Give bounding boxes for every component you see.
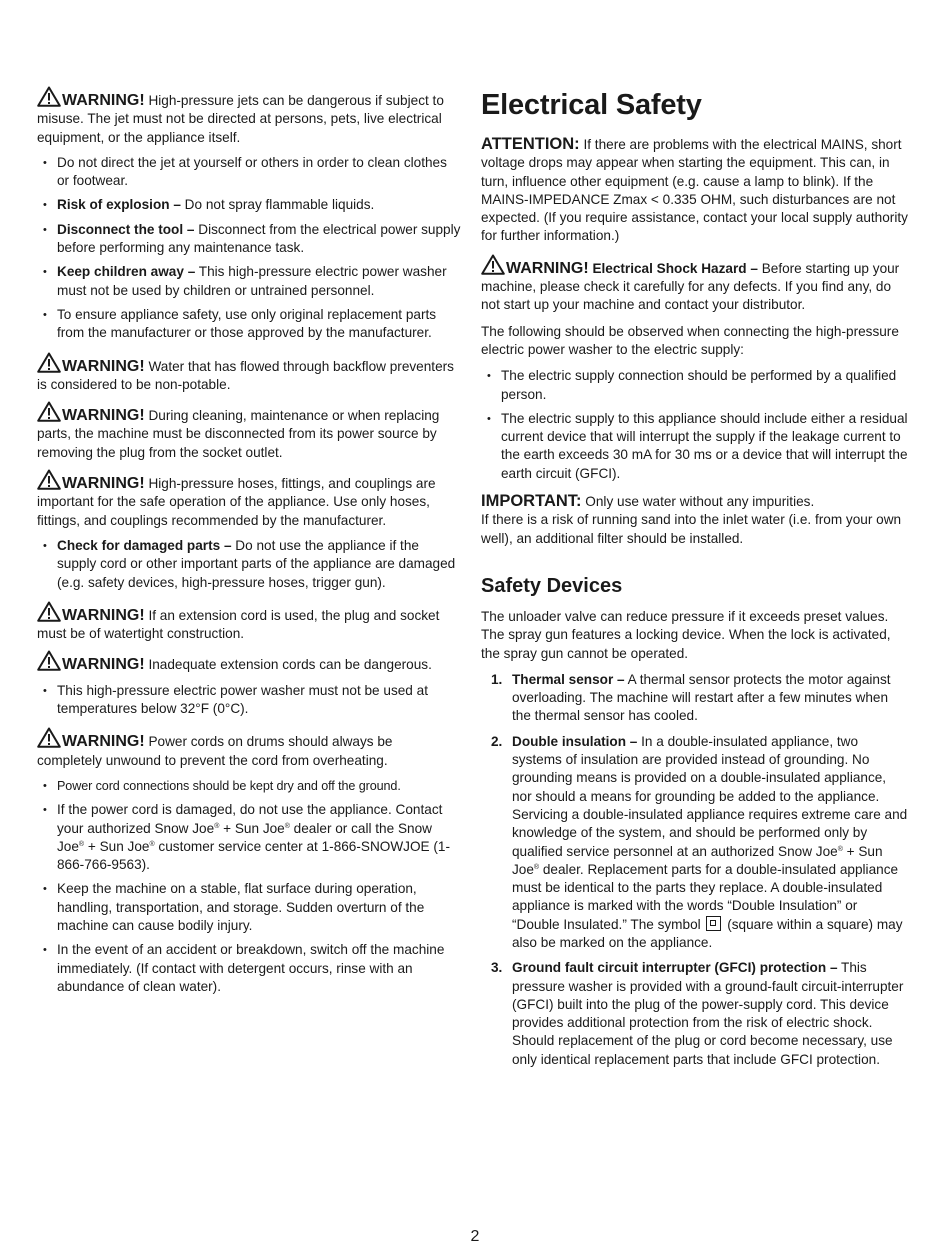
- list-item: 2. Double insulation – In a double-insulated appliance, two systems of insulation are provided instead of grounding. No grounding means is provided on a double-insulated appliance, nor should a means for grounding be added to the appliance. Servicing a double-insulated appliance requires extreme care and knowledge of the system, and should be performed only by qualified service personnel at an authorized Snow Joe® + Sun Joe® dealer. Replacement parts for a double-insulated appliance must be identical to the parts they replace. A double-insulated appliance is marked with the words “Double Insulation” or “Double Insulated.” The symbol (square within a square) may also be marked on the appliance.: [491, 733, 908, 950]
- bullet-list: [37, 537, 461, 592]
- warning-electrical-shock: WARNING! Electrical Shock Hazard – Before starting up your machine, please check it carefully for any defects. If you find any, do not start up your machine and contact your distributor.: [481, 254, 908, 315]
- important-paragraph: IMPORTANT: Only use water without any impurities. If there is a risk of running sand into the inlet water (i.e. from your own well), an additional filter should be installed.: [481, 492, 902, 546]
- warning-triangle-icon: [37, 469, 61, 490]
- bullet-list: [37, 682, 461, 719]
- double-insulation-symbol-icon: [706, 916, 721, 931]
- warning-backflow: WARNING! Water that has flowed through backflow preventers is considered to be non-potable.: [37, 352, 461, 395]
- safety-intro: The unloader valve can reduce pressure if it exceeds preset values. The spray gun features a locking device. When the lock is activated, the spray gun cannot be operated.: [481, 608, 891, 661]
- list-item: • In the event of an accident or breakdown, switch off the machine immediately. (If contact with detergent occurs, rinse with an abundance of clean water).: [37, 941, 461, 996]
- warning-triangle-icon: [37, 352, 61, 373]
- warning-triangle-icon: [481, 254, 505, 275]
- bullet-list: [37, 154, 461, 343]
- warning-triangle-icon: [37, 401, 61, 422]
- right-column: [481, 86, 908, 1076]
- list-item: • The electric supply connection should be performed by a qualified person.: [481, 367, 908, 404]
- page-number: 2: [470, 1228, 480, 1245]
- observe-paragraph: The following should be observed when connecting the high-pressure electric power washer to the electric supply:: [481, 323, 899, 357]
- list-item: • Do not direct the jet at yourself or others in order to clean clothes or footwear.: [37, 154, 461, 191]
- list-item: • To ensure appliance safety, use only original replacement parts from the manufacturer or those approved by the manufacturer.: [37, 306, 461, 343]
- list-item: 3. Ground fault circuit interrupter (GFCI) protection – This pressure washer is provided with a ground-fault circuit-interrupter (GFCI) built into the plug of the power-supply cord. This device provides additional protection from the risk of electric shock. Should replacement of the plug or cord become necessary, use only identical replacement parts that include GFCI protection.: [491, 960, 904, 1067]
- list-item: • Risk of explosion – Do not spray flammable liquids.: [37, 196, 461, 214]
- page-title: Electrical Safety: [481, 89, 702, 121]
- warning-triangle-icon: [37, 650, 61, 671]
- list-item: • Power cord connections should be kept dry and off the ground.: [37, 777, 461, 795]
- bullet-list: [37, 777, 461, 996]
- list-item: • Check for damaged parts – Do not use the appliance if the supply cord or other important parts of the appliance are damaged (e.g. safety devices, high-pressure hoses, trigger gun).: [37, 537, 461, 592]
- left-column: [37, 86, 461, 1005]
- warning-triangle-icon: [37, 86, 61, 107]
- warning-hoses: WARNING! High-pressure hoses, fittings, and couplings are important for the safe operation of the appliance. Use only hoses, fittings, and couplings recommended by the manufacturer.: [37, 469, 461, 530]
- list-item: • The electric supply to this appliance should include either a residual current device that will interrupt the supply if the leakage current to the earth exceeds 30 mA for 30 ms or a device that will interrupt the earth circuit (GFCI).: [481, 410, 908, 483]
- list-item: • This high-pressure electric power washer must not be used at temperatures below 32°F (0°C).: [37, 682, 461, 719]
- list-item: 1. Thermal sensor – A thermal sensor protects the motor against overloading. The machine will restart after a few minutes when the thermal sensor has cooled.: [491, 671, 891, 724]
- attention-paragraph: ATTENTION: If there are problems with the electrical MAINS, short voltage drops may appear when starting the equipment. This can, in turn, influence other equipment (e.g. cause a lamp to blink). If the MAINS-IMPEDANCE Zmax < 0.335 OHM, such disturbances are not expected. (If you require assistance, contact your local supply authority for further information.): [481, 135, 908, 244]
- warning-high-pressure-jets: WARNING! High-pressure jets can be dangerous if subject to misuse. The jet must not be directed at persons, pets, live electrical equipment, or the appliance itself.: [37, 86, 461, 147]
- warning-cleaning: WARNING! During cleaning, maintenance or when replacing parts, the machine must be disconnected from its power source by removing the plug from the socket outlet.: [37, 401, 461, 462]
- warning-triangle-icon: [37, 727, 61, 748]
- numbered-list: [481, 671, 908, 1069]
- warning-power-cords: WARNING! Power cords on drums should always be completely unwound to prevent the cord from overheating.: [37, 727, 461, 770]
- list-item: • Keep children away – This high-pressure electric power washer must not be used by children or untrained personnel.: [37, 263, 461, 300]
- list-item: • If the power cord is damaged, do not use the appliance. Contact your authorized Snow Joe® + Sun Joe® dealer or call the Snow Joe® + Sun Joe® customer service center at 1-866-SNOWJOE (1-866-766-9563).: [37, 801, 461, 874]
- bullet-list: [481, 367, 908, 483]
- warning-triangle-icon: [37, 601, 61, 622]
- warning-inadequate-cords: WARNING! Inadequate extension cords can be dangerous.: [37, 650, 461, 674]
- list-item: • Keep the machine on a stable, flat surface during operation, handling, transportation, and storage. Sudden overturn of the machine can cause bodily injury.: [37, 880, 461, 935]
- warning-extension-cord: WARNING! If an extension cord is used, the plug and socket must be of watertight construction.: [37, 601, 461, 644]
- section-heading-safety-devices: Safety Devices: [481, 574, 623, 597]
- list-item: • Disconnect the tool – Disconnect from the electrical power supply before performing any maintenance task.: [37, 221, 461, 258]
